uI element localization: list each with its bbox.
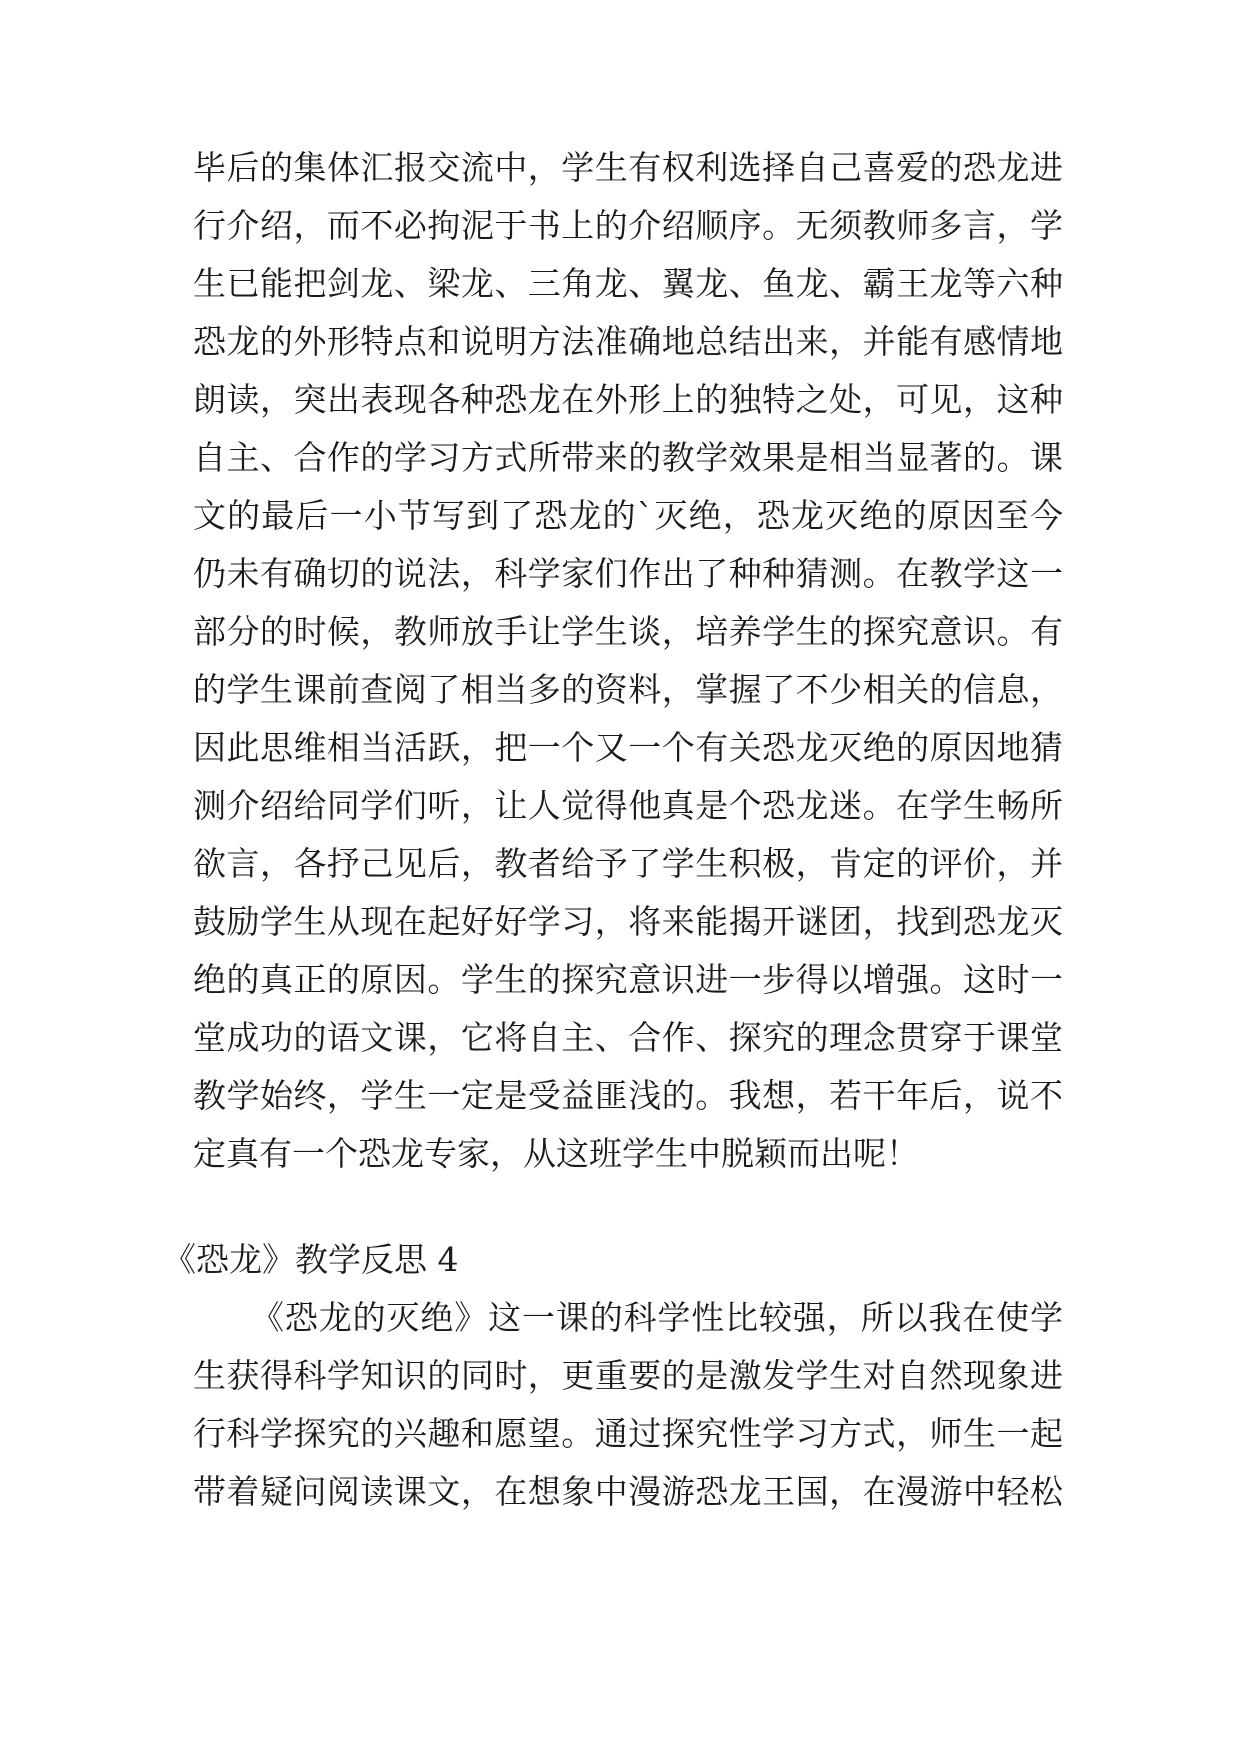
section-heading: 《恐龙》教学反思 4	[163, 1240, 459, 1279]
paragraph-line: 堂成功的语文课，它将自主、合作、探究的理念贯穿于课堂	[193, 1018, 1063, 1057]
paragraph-line: 行介绍，而不必拘泥于书上的介绍顺序。无须教师多言，学	[193, 206, 1063, 245]
paragraph-line: 欲言，各抒己见后，教者给予了学生积极，肯定的评价，并	[193, 844, 1063, 883]
paragraph-line: 仍未有确切的说法，科学家们作出了种种猜测。在教学这一	[193, 554, 1063, 593]
paragraph-line: 自主、合作的学习方式所带来的教学效果是相当显著的。课	[193, 438, 1063, 477]
paragraph-line: 生获得科学知识的同时，更重要的是激发学生对自然现象进	[193, 1356, 1063, 1395]
paragraph-line: 《恐龙的灭绝》这一课的科学性比较强，所以我在使学	[251, 1298, 1063, 1337]
paragraph-line: 因此思维相当活跃，把一个又一个有关恐龙灭绝的原因地猜	[193, 728, 1063, 767]
paragraph-line: 毕后的集体汇报交流中，学生有权利选择自己喜爱的恐龙进	[193, 148, 1063, 187]
paragraph-line: 绝的真正的原因。学生的探究意识进一步得以增强。这时一	[193, 960, 1063, 999]
paragraph-line: 带着疑问阅读课文，在想象中漫游恐龙王国，在漫游中轻松	[193, 1472, 1063, 1511]
paragraph-line: 的学生课前查阅了相当多的资料，掌握了不少相关的信息，	[193, 670, 1063, 709]
paragraph-line: 生已能把剑龙、梁龙、三角龙、翼龙、鱼龙、霸王龙等六种	[193, 264, 1063, 303]
paragraph-line: 测介绍给同学们听，让人觉得他真是个恐龙迷。在学生畅所	[193, 786, 1063, 825]
paragraph-line: 文的最后一小节写到了恐龙的`灭绝，恐龙灭绝的原因至今	[193, 496, 1063, 535]
paragraph-line: 朗读，突出表现各种恐龙在外形上的独特之处，可见，这种	[193, 380, 1063, 419]
paragraph-line: 部分的时候，教师放手让学生谈，培养学生的探究意识。有	[193, 612, 1063, 651]
paragraph-line: 行科学探究的兴趣和愿望。通过探究性学习方式，师生一起	[193, 1414, 1063, 1453]
paragraph-line: 定真有一个恐龙专家，从这班学生中脱颖而出呢！	[193, 1134, 919, 1173]
paragraph-line: 教学始终，学生一定是受益匪浅的。我想，若干年后，说不	[193, 1076, 1063, 1115]
paragraph-line: 鼓励学生从现在起好好学习，将来能揭开谜团，找到恐龙灭	[193, 902, 1063, 941]
paragraph-line: 恐龙的外形特点和说明方法准确地总结出来，并能有感情地	[193, 322, 1063, 361]
